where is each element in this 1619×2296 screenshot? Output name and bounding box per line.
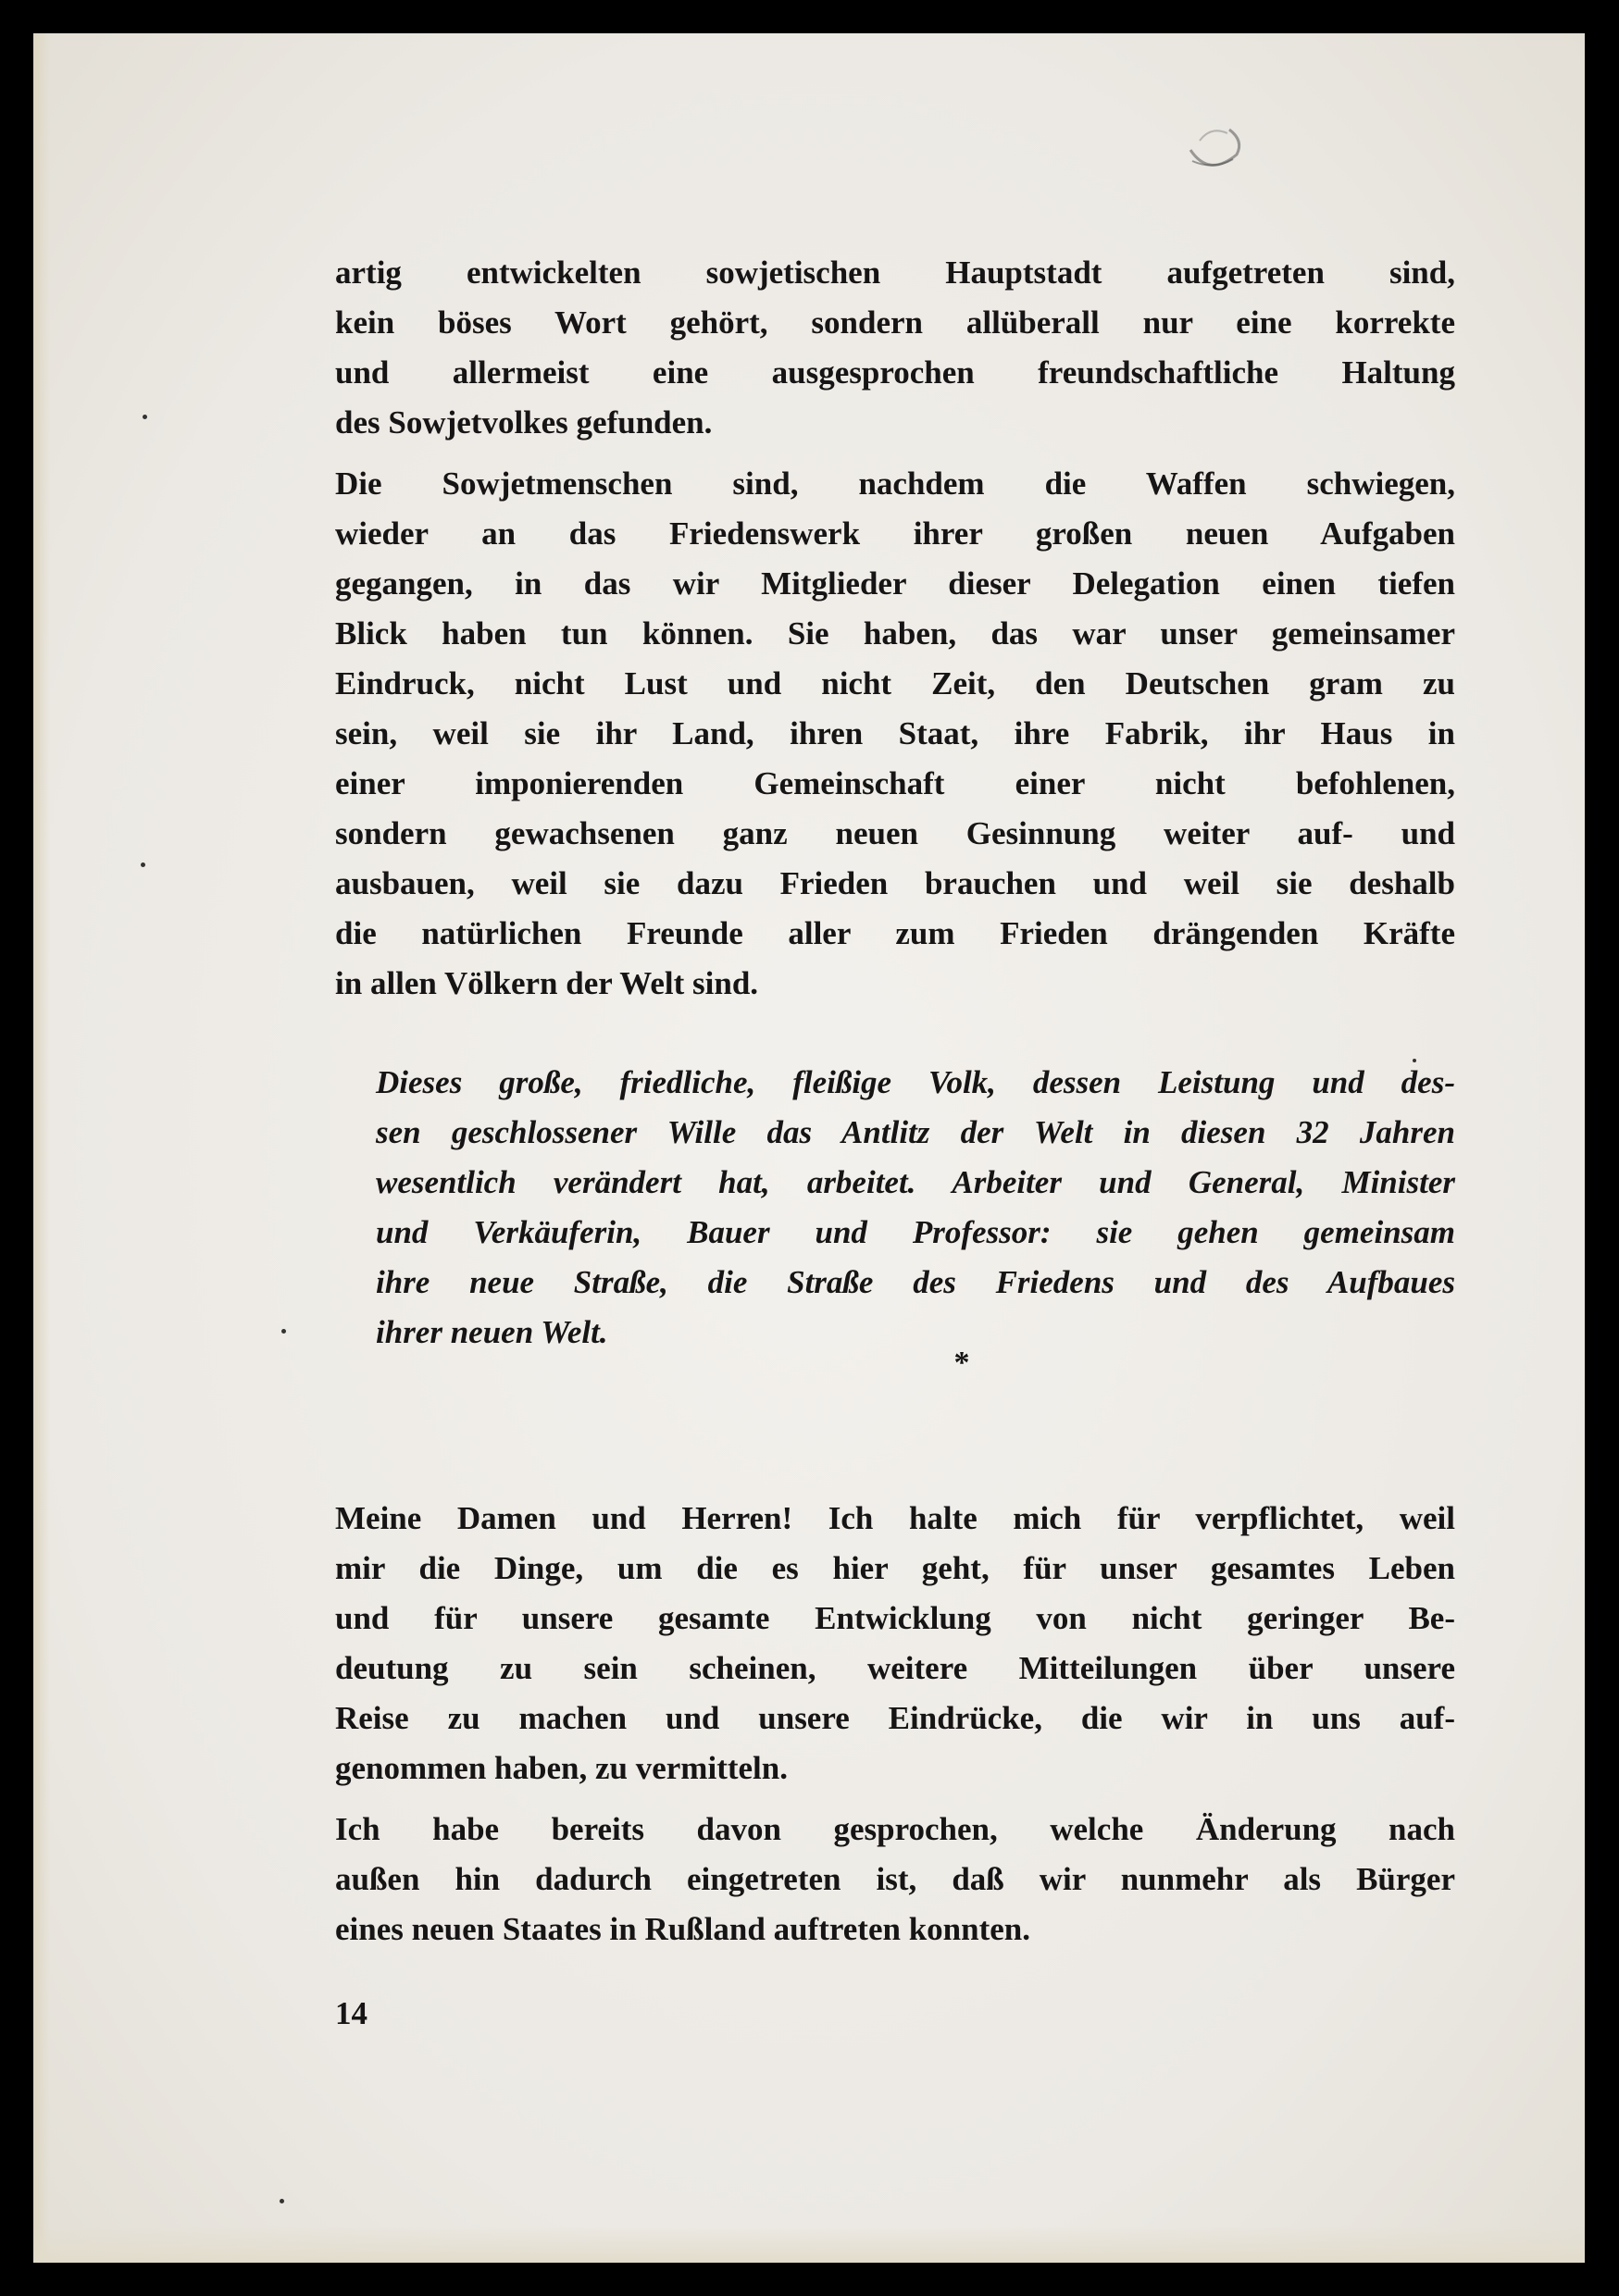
text-line: Meine Damen und Herren! Ich halte mich für verpflichtet, weil xyxy=(335,1500,1455,1536)
text-line: Die Sowjetmenschen sind, nachdem die Waffen schwiegen, xyxy=(335,465,1455,502)
section-separator: * xyxy=(953,1346,970,1380)
text-line: einer imponierenden Gemeinschaft einer nicht befohlenen, xyxy=(335,765,1455,801)
text-line: sondern gewachsenen ganz neuen Gesinnung weiter auf- und xyxy=(335,815,1455,851)
italic-quote xyxy=(376,1058,1455,1358)
paper-speck xyxy=(143,415,147,419)
text-line: in allen Völkern der Welt sind. xyxy=(335,965,759,1001)
paragraph-2 xyxy=(335,459,1455,1009)
body-text xyxy=(335,248,1455,1020)
text-line: eines neuen Staates in Rußland auftreten konnten. xyxy=(335,1911,1030,1947)
quote-line: ihre neue Straße, die Straße des Friedens und des Aufbaues xyxy=(376,1264,1455,1300)
text-line: Eindruck, nicht Lust und nicht Zeit, den Deutschen gram zu xyxy=(335,665,1455,701)
text-line: kein böses Wort gehört, sondern allüberall nur eine korrekte xyxy=(335,304,1455,341)
text-line: mir die Dinge, um die es hier geht, für unser gesamtes Leben xyxy=(335,1550,1455,1586)
paragraph-1 xyxy=(335,248,1455,448)
quote-line: ihrer neuen Welt. xyxy=(376,1314,608,1350)
page-number: 14 xyxy=(335,1995,367,2031)
text-line: sein, weil sie ihr Land, ihren Staat, ihre Fabrik, ihr Haus in xyxy=(335,715,1455,751)
text-line: und für unsere gesamte Entwicklung von nicht geringer Be- xyxy=(335,1600,1455,1636)
text-line: deutung zu sein scheinen, weitere Mitteilungen über unsere xyxy=(335,1650,1455,1686)
paper-speck xyxy=(281,1329,286,1334)
quote-line: und Verkäuferin, Bauer und Professor: sie gehen gemeinsam xyxy=(376,1214,1455,1250)
stamp-mark-icon xyxy=(1172,113,1255,178)
paper-speck xyxy=(141,863,145,867)
paragraph-3 xyxy=(335,1494,1455,1793)
quote-line: Dieses große, friedliche, fleißige Volk, dessen Leistung und des- xyxy=(376,1064,1455,1100)
text-line: Blick haben tun können. Sie haben, das war unser gemeinsamer xyxy=(335,615,1455,652)
quote-line: sen geschlossener Wille das Antlitz der Welt in diesen 32 Jahren xyxy=(376,1114,1455,1150)
text-line: und allermeist eine ausgesprochen freundschaftliche Haltung xyxy=(335,354,1455,391)
text-line: genommen haben, zu vermitteln. xyxy=(335,1750,788,1786)
text-line: außen hin dadurch eingetreten ist, daß wir nunmehr als Bürger xyxy=(335,1861,1455,1897)
text-line: die natürlichen Freunde aller zum Frieden drängenden Kräfte xyxy=(335,915,1455,951)
text-line: artig entwickelten sowjetischen Hauptstadt aufgetreten sind, xyxy=(335,254,1455,291)
paper-speck xyxy=(280,2199,284,2203)
quote-line: wesentlich verändert hat, arbeitet. Arbeiter und General, Minister xyxy=(376,1164,1455,1200)
body-text-2 xyxy=(335,1494,1455,1966)
book-page xyxy=(33,33,1585,2263)
text-line: des Sowjetvolkes gefunden. xyxy=(335,404,713,441)
text-line: wieder an das Friedenswerk ihrer großen neuen Aufgaben xyxy=(335,515,1455,552)
text-line: ausbauen, weil sie dazu Frieden brauchen und weil sie deshalb xyxy=(335,865,1455,901)
paragraph-4 xyxy=(335,1805,1455,1955)
paper-speck xyxy=(1413,1059,1416,1062)
text-line: Ich habe bereits davon gesprochen, welche Änderung nach xyxy=(335,1811,1455,1847)
text-line: gegangen, in das wir Mitglieder dieser Delegation einen tiefen xyxy=(335,565,1455,602)
text-line: Reise zu machen und unsere Eindrücke, die wir in uns auf- xyxy=(335,1700,1455,1736)
